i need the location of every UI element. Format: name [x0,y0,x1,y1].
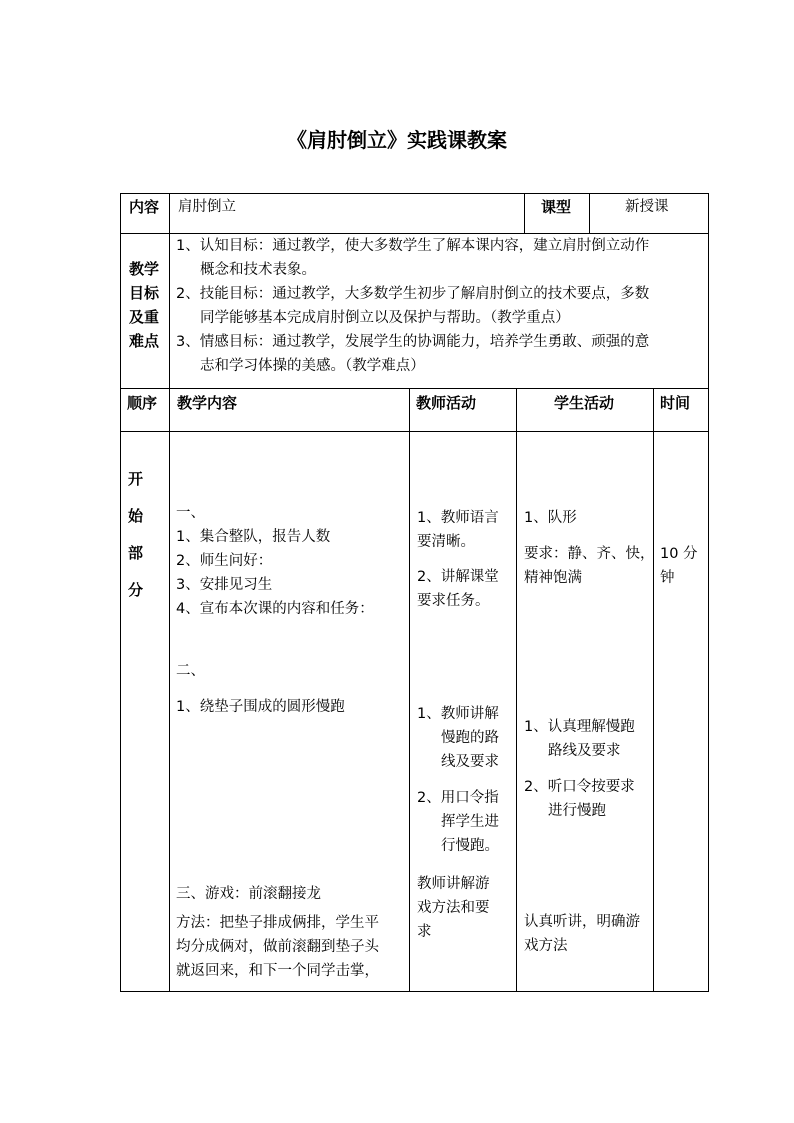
student-activity: 要求：静、齐、快， [524,546,655,562]
teacher-activity: 线及要求 [441,754,499,770]
student-activity: 戏方法 [524,938,568,954]
student-activity: 进行慢跑 [548,803,606,819]
teacher-activity: 要求任务。 [417,593,490,609]
goal-line: 3、情感目标：通过教学，发展学生的协调能力，培养学生勇敢、顽强的意 [176,334,650,350]
teacher-activity: 慢跑的路 [441,730,499,746]
page-title: 《肩肘倒立》实践课教案 [287,128,507,152]
teacher-activity: 2、用口令指 [417,790,499,806]
goals-label-1: 教学 [129,260,160,278]
section-order-1: 开 [128,470,144,488]
teacher-activity: 求 [417,924,432,940]
col-divider [169,233,170,388]
part1-item: 3、安排见习生 [176,577,273,593]
part1-item: 4、宣布本次课的内容和任务： [176,601,374,617]
table-border-top [120,193,709,194]
goal-line: 同学能够基本完成肩肘倒立以及保护与帮助。（教学重点） [200,310,570,326]
teacher-activity: 要清晰。 [417,534,475,550]
header-teacher: 教师活动 [416,394,477,412]
teacher-activity: 挥学生进 [441,814,499,830]
teacher-activity: 1、教师讲解 [417,706,499,722]
student-activity: 1、队形 [524,510,577,526]
goal-line: 1、认知目标：通过教学，使大多数学生了解本课内容，建立肩肘倒立动作 [176,238,650,254]
lesson-type-value: 新授课 [625,199,669,215]
part3-title: 三、游戏：前滚翻接龙 [176,886,321,902]
section-order-4: 分 [128,581,144,599]
goal-line: 志和学习体操的美感。（教学难点） [200,358,425,374]
col-divider [653,388,654,992]
goals-label-2: 目标 [129,284,160,302]
part3-line: 方法：把垫子排成俩排，学生平 [176,915,379,931]
goal-line: 2、技能目标：通过教学，大多数学生初步了解肩肘倒立的技术要点，多数 [176,286,650,302]
duration: 钟 [660,570,675,586]
header-content: 教学内容 [177,394,238,412]
header-student: 学生活动 [554,394,615,412]
section-order-2: 始 [128,507,144,525]
part2-title: 二、 [176,663,205,679]
teacher-activity: 1、教师语言 [417,510,499,526]
teacher-activity: 2、讲解课堂 [417,569,499,585]
part2-item: 1、绕垫子围成的圆形慢跑 [176,699,345,715]
col-divider [516,388,517,992]
teacher-activity: 戏方法和要 [417,900,490,916]
student-activity: 2、听口令按要求 [524,779,635,795]
goal-line: 概念和技术表象。 [200,262,316,278]
content-value: 肩肘倒立 [178,199,236,215]
part3-line: 均分成俩对，做前滚翻到垫子头 [176,939,379,955]
student-activity: 精神饱满 [524,570,582,586]
student-activity: 路线及要求 [548,743,621,759]
student-activity: 1、认真理解慢跑 [524,719,635,735]
col-divider [589,193,590,233]
col-divider [169,388,170,992]
part1-item: 2、师生问好： [176,553,273,569]
student-activity: 认真听讲，明确游 [524,914,640,930]
goals-label-4: 难点 [129,332,160,350]
table-border-right [708,193,709,992]
row-divider [120,431,709,432]
goals-label-3: 及重 [129,308,160,326]
lesson-type-label: 课型 [541,198,572,216]
part3-line: 就返回来，和下一个同学击掌， [176,963,379,979]
header-order: 顺序 [127,394,158,412]
table-border-bottom [120,991,709,992]
part1-title: 一、 [176,505,205,521]
table-border-left [120,193,121,992]
col-divider [524,193,525,233]
part1-item: 1、集合整队，报告人数 [176,529,331,545]
teacher-activity: 教师讲解游 [417,876,490,892]
header-time: 时间 [660,394,691,412]
content-label: 内容 [129,198,160,216]
col-divider [169,193,170,233]
row-divider [120,388,709,389]
section-order-3: 部 [128,544,144,562]
col-divider [409,388,410,992]
teacher-activity: 行慢跑。 [441,838,499,854]
lesson-plan-table [120,193,709,992]
duration: 10 分 [660,546,698,562]
